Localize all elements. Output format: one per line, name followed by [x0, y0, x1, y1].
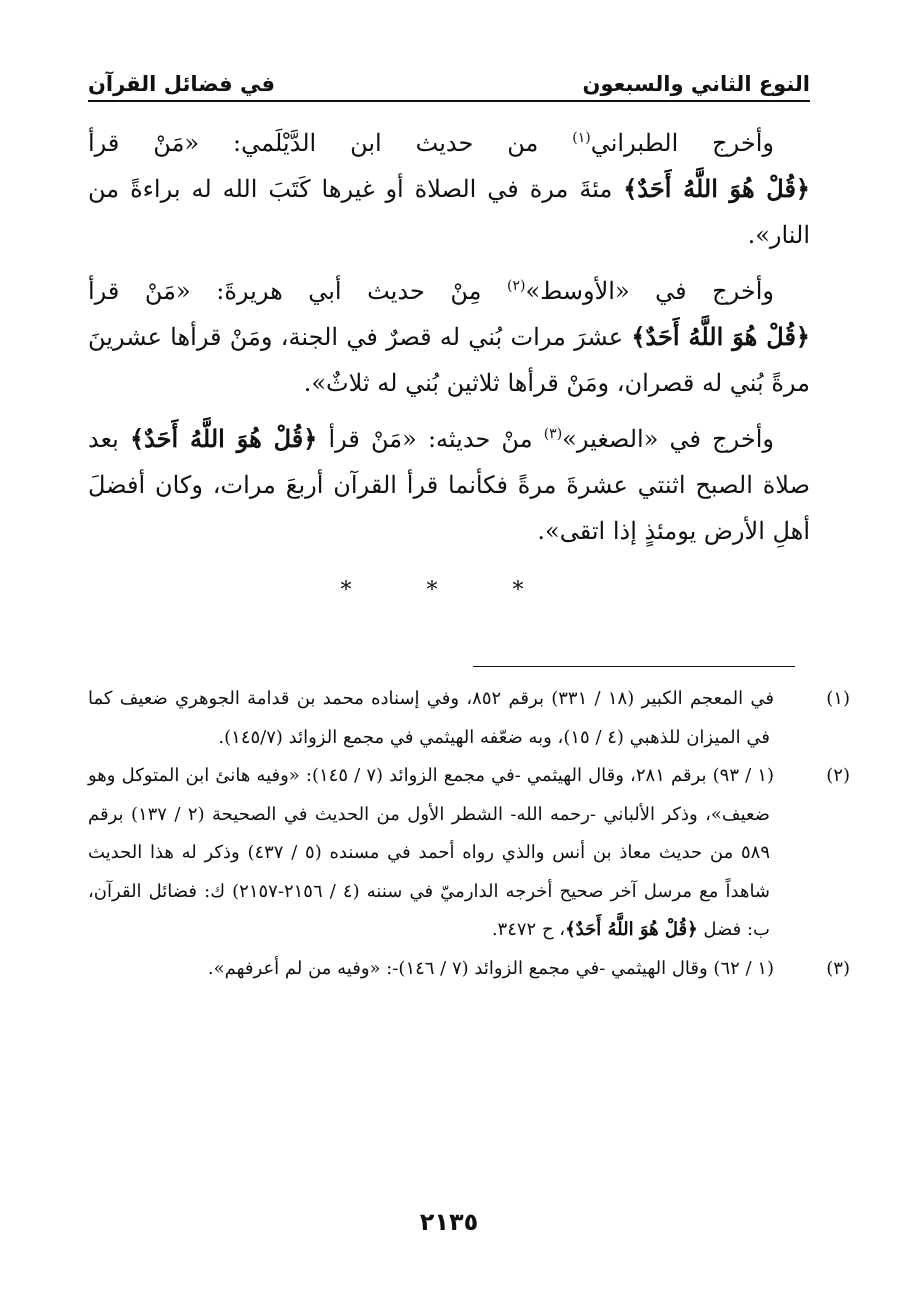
footnote-number: (٣)	[826, 957, 850, 979]
footnote-number: (١)	[826, 688, 850, 709]
paragraph-text: بعد صلاة الصبح اثنتي عشرةَ مرةً فكأنما قرأ القرآن أربعَ مرات، وكان أفضلَ أهلِ الأرض يومئذٍ إذا اتقى».	[88, 425, 810, 545]
footnote-tail: ، ح ٣٤٧٢.	[491, 919, 566, 940]
footnote-2	[88, 757, 850, 950]
header-rule	[88, 100, 810, 102]
quran-verse: ﴿قُلْ هُوَ اللَّهُ أَحَدٌ﴾	[565, 919, 698, 940]
page-number: ٢١٣٥	[419, 1208, 479, 1236]
book-title: في فضائل القرآن	[88, 72, 275, 96]
paragraph-intro: وأخرج في «الأوسط»	[525, 277, 774, 305]
main-text	[88, 120, 810, 564]
paragraph-text: مئةَ مرة في الصلاة أو غيرها كَتَبَ الله له براءةً من النار».	[88, 175, 810, 249]
footnote-ref-1[interactable]: (١)	[572, 130, 591, 146]
quran-verse: ﴿قُلْ هُوَ اللَّهُ أَحَدٌ﴾	[130, 424, 318, 453]
section-separator: * * *	[340, 578, 558, 603]
footnote-rule	[473, 666, 795, 667]
paragraph-3	[88, 416, 810, 554]
footnote-text: في المعجم الكبير (١٨ / ٣٣١) برقم ٨٥٢، وفي إسناده محمد بن قدامة الجوهري ضعيف كما في الميزان للذهبي (٤ / ١٥)، وبه ضعّفه الهيثمي في مجمع الزوائد (١٤٥/٧).	[88, 688, 774, 748]
paragraph-intro: وأخرج في «الصغير»	[562, 425, 774, 453]
footnotes	[88, 680, 850, 988]
footnote-3	[88, 950, 850, 989]
footnote-text: (١ / ٩٣) برقم ٢٨١، وقال الهيثمي -في مجمع الزوائد (٧ / ١٤٥): «وفيه هانئ ابن المتوكل وهو ضعيف»، وذكر الألباني -رحمه الله- الشطر الأول من الحديث في الصحيحة (٢ / ١٣٧) برقم ٥٨٩ من حديث معاذ بن أنس والذي رواه أحمد في مسنده (٥ / ٤٣٧) وذكر له هذا الحديث شاهداً مع مرسل آخر صحيح أخرجه الدارميّ في سننه (٤ / ٢١٥٦-٢١٥٧) ك: فضائل القرآن، ب: فضل	[88, 765, 774, 940]
footnote-1	[88, 680, 850, 757]
footnote-number: (٢)	[826, 765, 850, 786]
footnote-text: (١ / ٦٢) وقال الهيثمي -في مجمع الزوائد (٧ / ١٤٦)-: «وفيه من لم أعرفهم».	[207, 957, 774, 979]
paragraph-text: من حديث ابن الدَّيْلَمي: «مَنْ قرأ	[88, 129, 573, 157]
running-head	[88, 56, 810, 96]
footnote-ref-3[interactable]: (٣)	[543, 426, 563, 442]
paragraph-2	[88, 268, 810, 406]
paragraph-text: مِنْ حديث أبي هريرةَ: «مَنْ قرأ	[88, 277, 507, 305]
quran-verse: ﴿قُلْ هُوَ اللَّهُ أَحَدٌ﴾	[631, 322, 810, 351]
paragraph-text: منْ حديثه: «مَنْ قرأ	[317, 425, 544, 453]
quran-verse: ﴿قُلْ هُوَ اللَّهُ أَحَدٌ﴾	[623, 174, 810, 203]
paragraph-text: عشرَ مرات بُني له قصرٌ في الجنة، ومَنْ قرأها عشرينَ مرةً بُني له قصران، ومَنْ قرأها ثلاثين بُني له ثلاثٌ».	[88, 323, 810, 397]
chapter-title: النوع الثاني والسبعون	[582, 72, 810, 96]
paragraph-intro: وأخرج الطبراني	[590, 129, 774, 157]
footnote-ref-2[interactable]: (٢)	[506, 278, 526, 294]
paragraph-1	[88, 120, 810, 258]
